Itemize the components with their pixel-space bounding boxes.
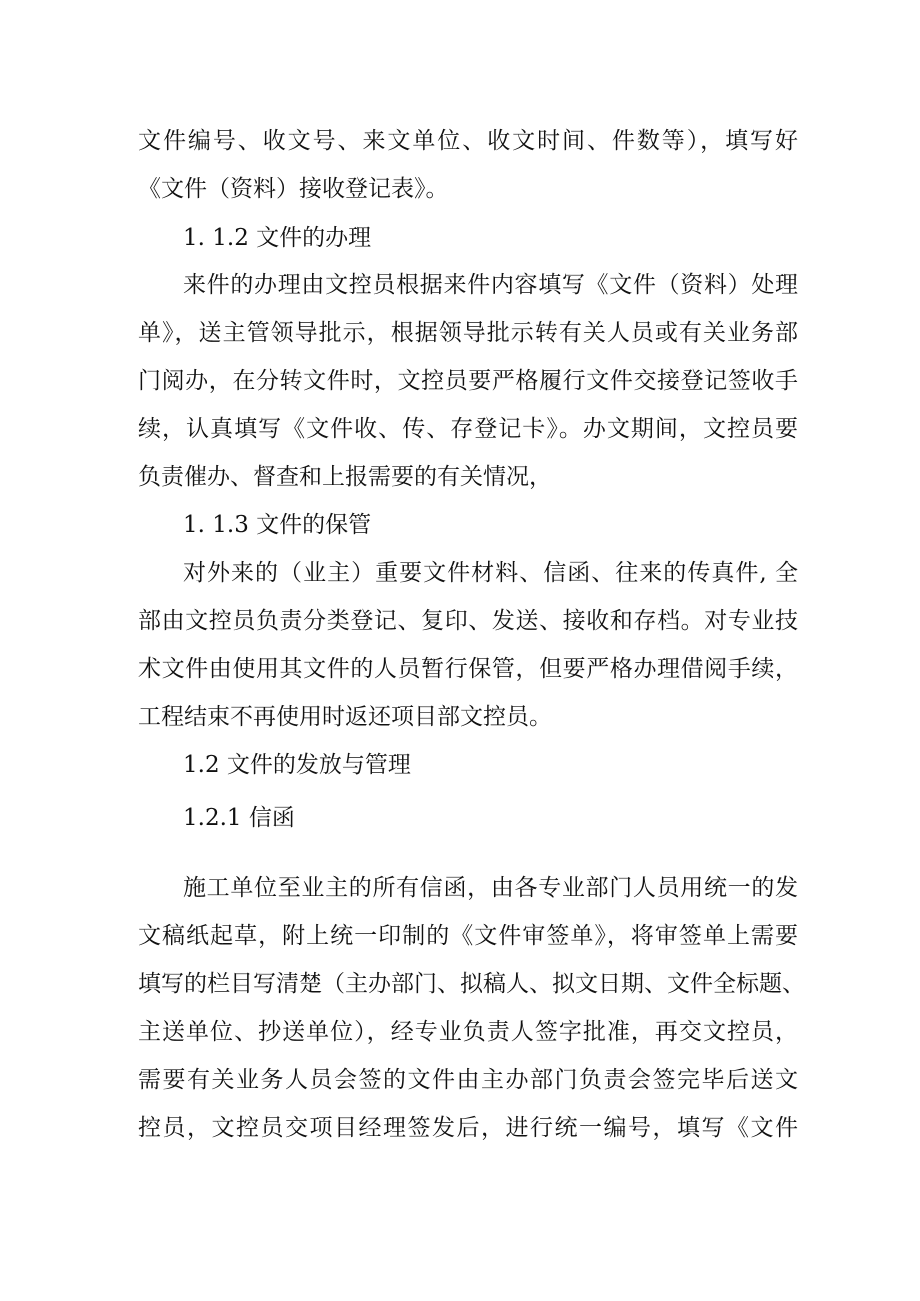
paragraph-1-1-3-line-1: 对外来的（业主）重要文件材料、信函、往来的传真件, 全 xyxy=(183,560,798,586)
paragraph-1-2-1-line-3: 填写的栏目写清楚（主办部门、拟稿人、拟文日期、文件全标题、 xyxy=(138,971,805,997)
paragraph-1-1-2-line-3: 门阅办，在分转文件时，文控员要严格履行文件交接登记签收手 xyxy=(138,368,798,394)
paragraph-1-1-2-line-5: 负责催办、督查和上报需要的有关情况， xyxy=(138,464,552,490)
section-heading-1-2: 1.2 文件的发放与管理 xyxy=(183,752,411,778)
paragraph-intro-line-2: 《文件（资料）接收登记表》。 xyxy=(138,176,449,202)
paragraph-1-1-2-line-2: 单》，送主管领导批示，根据领导批示转有关人员或有关业务部 xyxy=(138,320,798,346)
paragraph-1-1-2-line-1: 来件的办理由文控员根据来件内容填写《文件（资料）处理 xyxy=(183,272,798,298)
paragraph-1-1-3-line-4: 工程结束不再使用时返还项目部文控员。 xyxy=(138,704,552,730)
paragraph-1-1-3-line-2: 部由文控员负责分类登记、复印、发送、接收和存档。对专业技 xyxy=(138,608,798,634)
paragraph-1-2-1-line-4: 主送单位、抄送单位），经专业负责人签字批准，再交文控员， xyxy=(138,1019,798,1045)
paragraph-intro-line-1: 文件编号、收文号、来文单位、收文时间、件数等），填写好 xyxy=(138,128,798,154)
paragraph-1-2-1-line-1: 施工单位至业主的所有信函，由各专业部门人员用统一的发 xyxy=(183,875,798,901)
section-heading-1-2-1: 1.2.1 信函 xyxy=(183,805,295,831)
paragraph-1-1-3-line-3: 术文件由使用其文件的人员暂行保管，但要严格办理借阅手续， xyxy=(138,656,798,682)
paragraph-1-2-1-line-6: 控员，文控员交项目经理签发后，进行统一编号，填写《文件 xyxy=(138,1115,798,1141)
paragraph-1-1-2-line-4: 续，认真填写《文件收、传、存登记卡》。办文期间，文控员要 xyxy=(138,416,798,442)
section-heading-1-1-2: 1. 1.2 文件的办理 xyxy=(183,225,372,251)
paragraph-1-2-1-line-5: 需要有关业务人员会签的文件由主办部门负责会签完毕后送文 xyxy=(138,1067,798,1093)
paragraph-1-2-1-line-2: 文稿纸起草，附上统一印制的《文件审签单》，将审签单上需要 xyxy=(138,923,798,949)
section-heading-1-1-3: 1. 1.3 文件的保管 xyxy=(183,512,372,538)
